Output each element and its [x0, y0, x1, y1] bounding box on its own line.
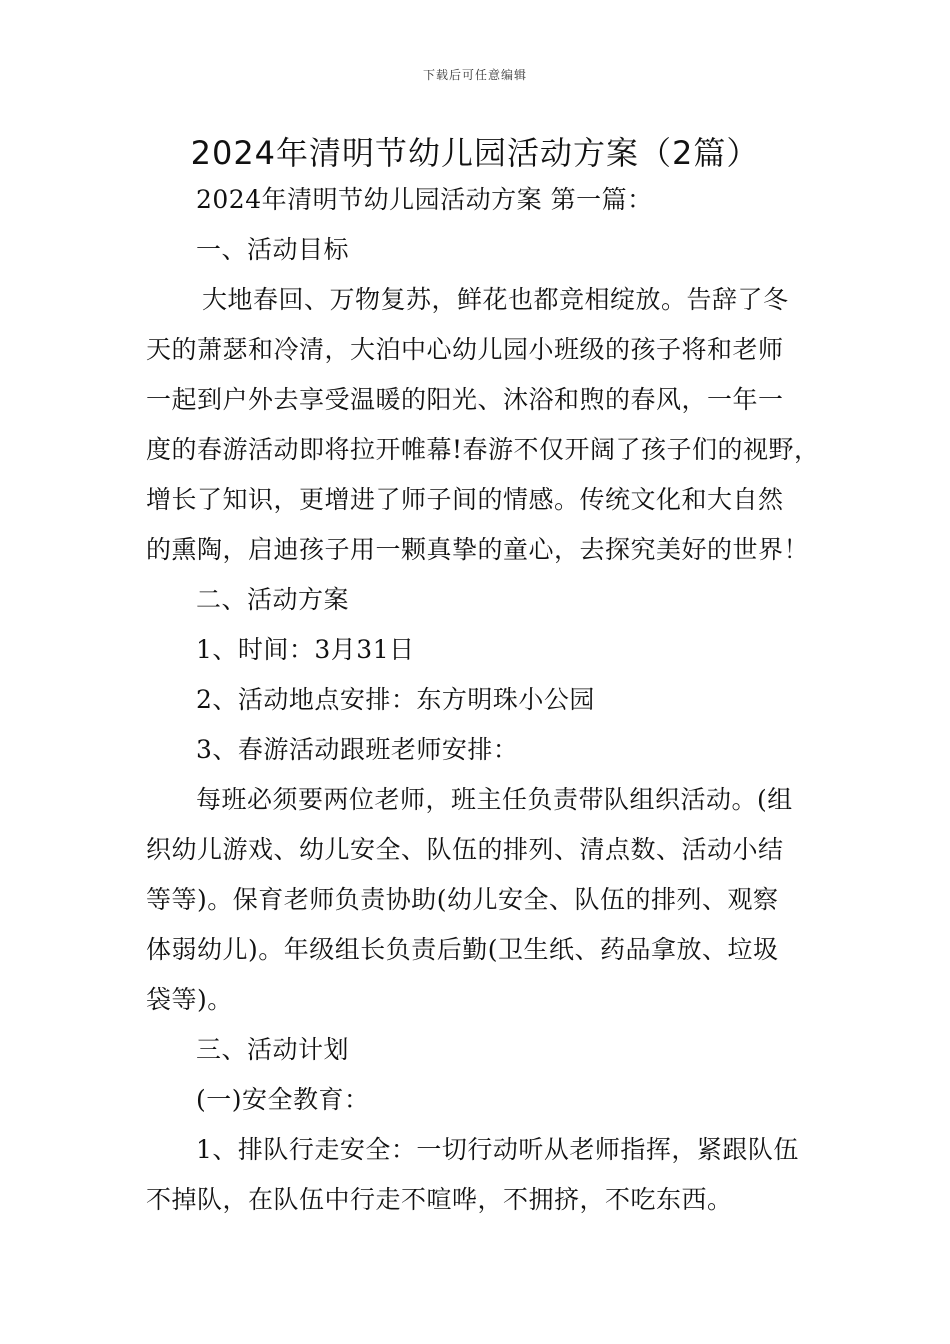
paragraph-line: 1、排队行走安全：一切行动听从老师指挥，紧跟队伍 — [196, 1135, 799, 1164]
document-title: 2024年清明节幼儿园活动方案（2篇） — [190, 134, 760, 172]
paragraph-line: 体弱幼儿)。年级组长负责后勤(卫生纸、药品拿放、垃圾 — [146, 935, 779, 964]
paragraph-line: 等等)。保育老师负责协助(幼儿安全、队伍的排列、观察 — [146, 885, 779, 914]
list-item-teachers: 3、春游活动跟班老师安排： — [196, 735, 519, 764]
paragraph-line: 不掉队，在队伍中行走不喧哗，不拥挤，不吃东西。 — [146, 1185, 733, 1214]
paragraph-line: 一起到户外去享受温暖的阳光、沐浴和煦的春风，一年一 — [146, 385, 784, 414]
paragraph-line: 的熏陶，启迪孩子用一颗真挚的童心，去探究美好的世界！ — [146, 535, 810, 564]
heading-activity-schedule: 三、活动计划 — [196, 1035, 350, 1064]
list-item-time: 1、时间：3月31日 — [196, 635, 415, 664]
subheading-safety-education: (一)安全教育： — [196, 1085, 370, 1114]
paragraph-line: 天的萧瑟和冷清，大泊中心幼儿园小班级的孩子将和老师 — [146, 335, 784, 364]
section-subtitle: 2024年清明节幼儿园活动方案 第一篇： — [196, 185, 653, 214]
paragraph-line: 织幼儿游戏、幼儿安全、队伍的排列、清点数、活动小结 — [146, 835, 784, 864]
list-item-location: 2、活动地点安排：东方明珠小公园 — [196, 685, 595, 714]
paragraph-line: 袋等)。 — [146, 985, 233, 1014]
heading-activity-goal: 一、活动目标 — [196, 235, 350, 264]
heading-activity-plan: 二、活动方案 — [196, 585, 350, 614]
paragraph-line: 度的春游活动即将拉开帷幕!春游不仅开阔了孩子们的视野， — [146, 435, 820, 464]
header-note: 下载后可任意编辑 — [422, 68, 527, 82]
paragraph-line: 每班必须要两位老师，班主任负责带队组织活动。(组 — [196, 785, 793, 814]
document-body — [146, 180, 836, 1230]
paragraph-line: 增长了知识，更增进了师子间的情感。传统文化和大自然 — [146, 485, 784, 514]
paragraph-line: 大地春回、万物复苏，鲜花也都竞相绽放。告辞了冬 — [202, 285, 789, 314]
